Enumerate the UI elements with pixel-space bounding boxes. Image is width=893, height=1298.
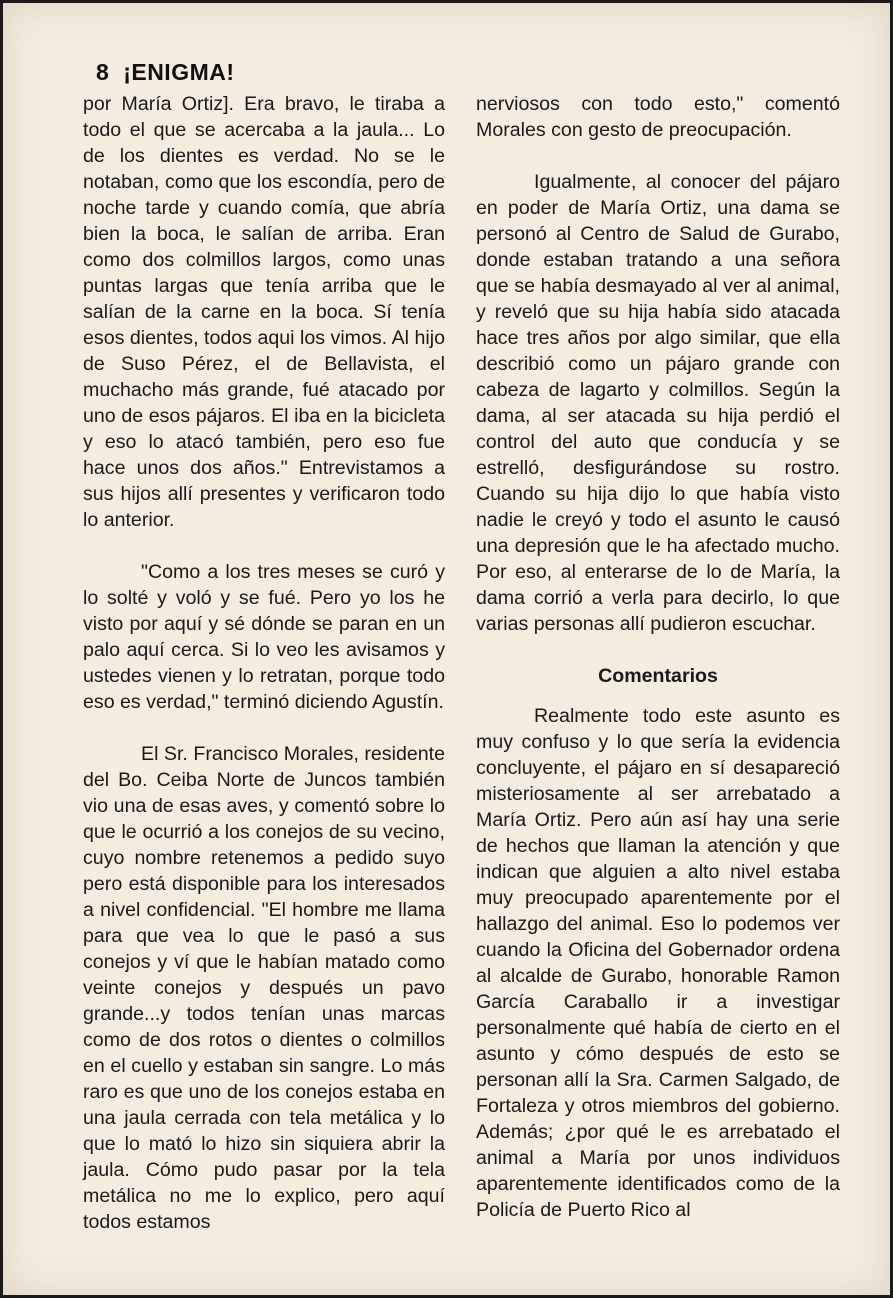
magazine-title: ¡ENIGMA! [123,59,235,85]
paragraph: Realmente todo este asunto es muy confuso y lo que sería la evidencia concluyente, el pájaro en sí desapareció misteriosamente al ser arrebatado a María Ortiz. Pero aún así hay una serie de hechos que llaman la atención y que indican que alguien a alto nivel estaba muy preocupado aparentemente por el hallazgo del animal. Eso lo podemos ver cuando la Oficina del Gobernador ordena al alcalde de Gurabo, honorable Ramon García Caraballo ir a investigar personalmente qué había de cierto en el asunto y cómo después de esto se personan allí la Sra. Carmen Salgado, de Fortaleza y otros miembros del gobierno. Además; ¿por qué le es arrebatado el animal a María por unos individuos aparentemente identificados como de la Policía de Puerto Rico al [476,705,840,1221]
left-column [83,91,445,1235]
paragraph: por María Ortiz]. Era bravo, le tiraba a todo el que se acercaba a la jaula... Lo de los dientes es verdad. No se le notaban, como que los escondía, pero de noche tarde y cuando comía, que abría bien la boca, le salían de arriba. Eran como dos colmillos largos, como unas puntas largas que tenía arriba que le salían de la carne en la boca. Sí tenía esos dientes, todos aqui los vimos. Al hijo de Suso Pérez, el de Bellavista, el muchacho más grande, fué atacado por uno de esos pájaros. El iba en la bicicleta y eso lo atacó también, pero eso fue hace unos dos años." Entrevistamos a sus hijos allí presentes y verificaron todo lo anterior. [83,93,445,531]
magazine-page [3,3,890,1295]
page-number: 8 [96,59,110,85]
section-heading: Comentarios [598,665,718,687]
right-column [476,91,840,1223]
paragraph: Igualmente, al conocer del pájaro en poder de María Ortiz, una dama se personó al Centro de Salud de Gurabo, donde estaban tratando a una señora que se había desmayado al ver al animal, y reveló que su hija había sido atacada hace tres años por algo similar, que ella describió como un pájaro grande con cabeza de lagarto y colmillos. Según la dama, al ser atacada su hija perdió el control del auto que conducía y se estrelló, desfigurándose su rostro. Cuando su hija dijo lo que había visto nadie le creyó y todo el asunto le causó una depresión que le ha afectado mucho. Por eso, al enterarse de lo de María, la dama corrió a verla para decirlo, lo que varias personas allí pudieron escuchar. [476,171,840,635]
paragraph: "Como a los tres meses se curó y lo solté y voló y se fué. Pero yo los he visto por aquí y sé dónde se paran en un palo aquí cerca. Si lo veo les avisamos y ustedes vienen y lo retratan, porque todo eso es verdad," terminó diciendo Agustín. [83,561,445,713]
running-head [96,59,235,86]
paragraph: nerviosos con todo esto," comentó Morales con gesto de preocupación. [476,93,840,141]
paragraph: El Sr. Francisco Morales, residente del Bo. Ceiba Norte de Juncos también vio una de esas aves, y comentó sobre lo que le ocurrió a los conejos de su vecino, cuyo nombre retenemos a pedido suyo pero está disponible para los interesados a nivel confidencial. "El hombre me llama para que vea lo que le pasó a sus conejos y ví que le habían matado como veinte conejos y después un pavo grande...y todos tenían unas marcas como de dos rotos o dientes o colmillos en el cuello y estaban sin sangre. Lo más raro es que uno de los conejos estaba en una jaula cerrada con tela metálica y lo que lo mató lo hizo sin siquiera abrir la jaula. Cómo pudo pasar por la tela metálica no me lo explico, pero aquí todos estamos [83,743,445,1233]
